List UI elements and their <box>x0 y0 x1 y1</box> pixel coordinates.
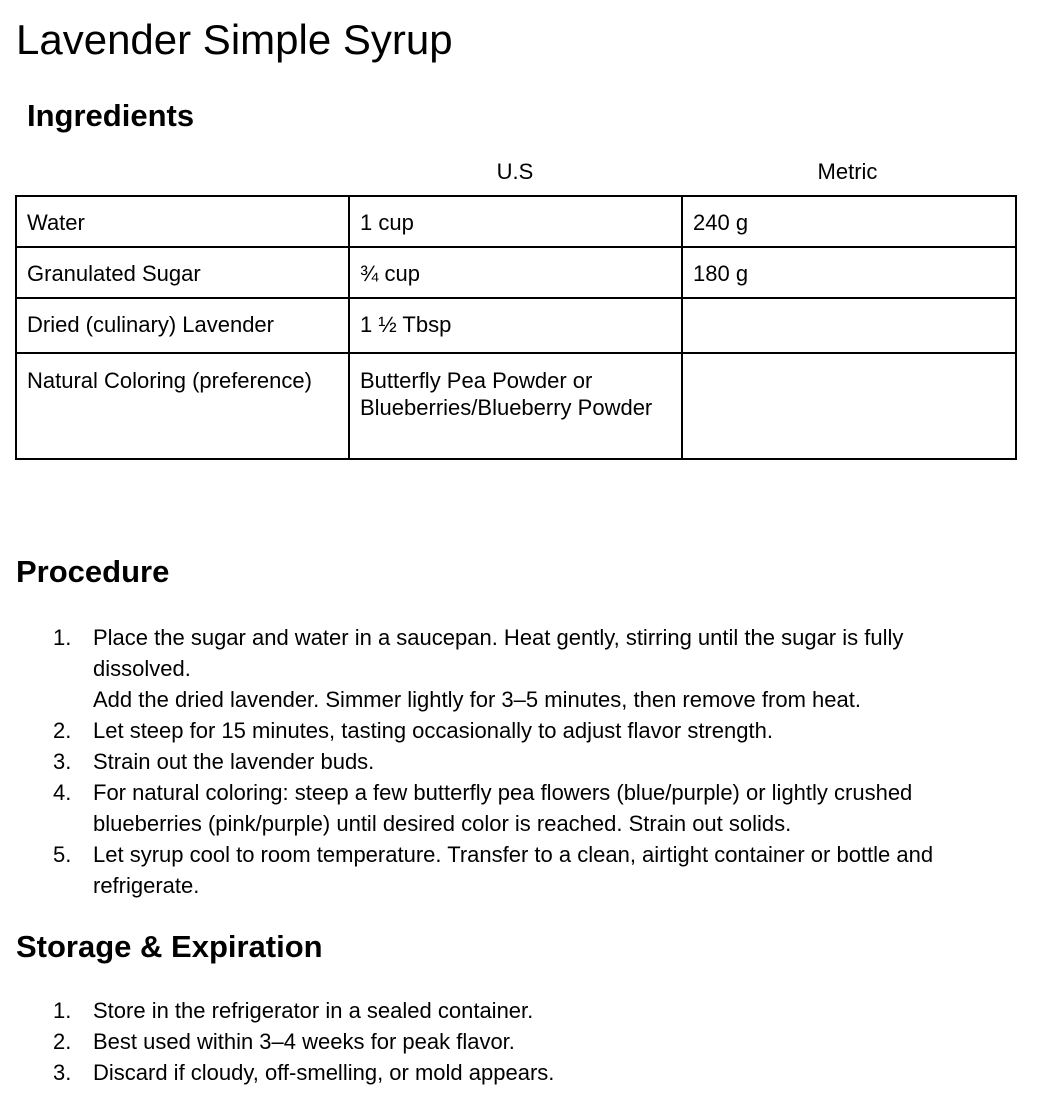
ingredients-heading: Ingredients <box>27 98 195 133</box>
metric-amount-cell: 240 g <box>682 196 1016 247</box>
list-item <box>0 839 1040 901</box>
column-header-metric: Metric <box>817 159 878 184</box>
list-number: 5. <box>53 842 72 867</box>
storage-heading: Storage & Expiration <box>16 929 323 964</box>
list-number: 4. <box>53 780 72 805</box>
list-item <box>0 715 1040 746</box>
list-item-text: Strain out the lavender buds. <box>93 749 375 774</box>
table-row <box>16 298 1016 353</box>
list-item <box>0 777 1040 839</box>
list-item <box>0 746 1040 777</box>
list-number: 3. <box>53 749 72 774</box>
list-number: 1. <box>53 998 72 1023</box>
list-item-text: Store in the refrigerator in a sealed container. <box>93 998 534 1023</box>
list-item-text: Let steep for 15 minutes, tasting occasionally to adjust flavor strength. <box>93 718 773 743</box>
metric-amount-cell <box>682 298 1016 353</box>
ingredient-name-cell: Water <box>16 196 349 247</box>
us-amount-cell: Butterfly Pea Powder or Blueberries/Blueberry Powder <box>349 353 682 459</box>
list-item <box>0 622 1040 715</box>
procedure-heading: Procedure <box>16 554 170 589</box>
table-row <box>16 247 1016 298</box>
list-item-text: Discard if cloudy, off-smelling, or mold appears. <box>93 1060 555 1085</box>
list-number: 2. <box>53 718 72 743</box>
ingredient-name-cell: Granulated Sugar <box>16 247 349 298</box>
document-title: Lavender Simple Syrup <box>16 16 453 63</box>
list-item-text: Best used within 3–4 weeks for peak flavor. <box>93 1029 515 1054</box>
table-row <box>16 353 1016 459</box>
table-row <box>16 196 1016 247</box>
list-item <box>0 995 1040 1026</box>
ingredient-name-cell: Dried (culinary) Lavender <box>16 298 349 353</box>
list-number: 3. <box>53 1060 72 1085</box>
list-item <box>0 1026 1040 1057</box>
list-item-text: Place the sugar and water in a saucepan. Heat gently, stirring until the sugar is fully dissolved. <box>93 625 904 681</box>
us-amount-cell: 1 ½ Tbsp <box>349 298 682 353</box>
us-amount-cell: ¾ cup <box>349 247 682 298</box>
metric-amount-cell: 180 g <box>682 247 1016 298</box>
list-item-extra-text: Add the dried lavender. Simmer lightly for 3–5 minutes, then remove from heat. <box>93 687 861 712</box>
ingredient-name-cell: Natural Coloring (preference) <box>16 353 349 459</box>
metric-amount-cell <box>682 353 1016 459</box>
list-item-text: Let syrup cool to room temperature. Transfer to a clean, airtight container or bottle and refrigerate. <box>93 842 934 898</box>
column-header-us: U.S <box>496 159 534 184</box>
us-amount-cell: 1 cup <box>349 196 682 247</box>
list-item-text: For natural coloring: steep a few butterfly pea flowers (blue/purple) or lightly crushed blueberries (pink/purple) until desired color is reached. Strain out solids. <box>93 780 913 836</box>
procedure-list <box>0 622 1040 901</box>
list-number: 2. <box>53 1029 72 1054</box>
storage-list <box>0 995 1040 1088</box>
list-number: 1. <box>53 625 72 650</box>
list-item <box>0 1057 1040 1088</box>
ingredients-table <box>15 195 1017 460</box>
